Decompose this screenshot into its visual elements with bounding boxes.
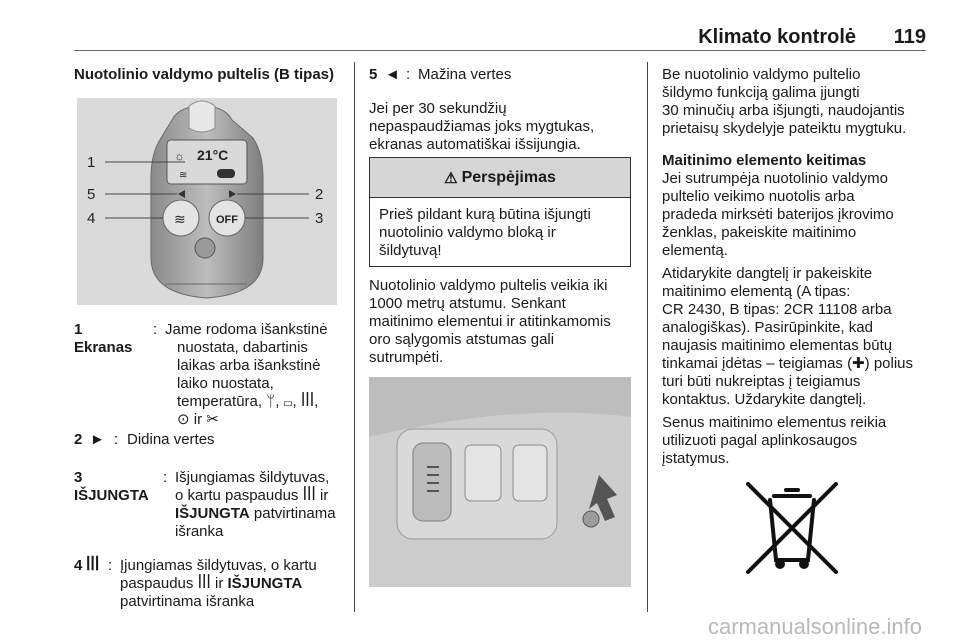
item-3-desc [175,469,353,541]
item-3-off-term: IŠJUNGTA [175,505,250,522]
paragraph-line: maitinimo elementą (A tipas: [662,283,851,300]
warning-title: Perspėjimas [461,168,556,186]
paragraph-line: tinkamai įdėtas – teigiamas (✚) polius [662,355,914,372]
paragraph-line: maitinimo elementui ir atitinkamomis [369,313,611,330]
crossed-bin-icon [740,476,844,580]
item-4-heater-icon: ꟾꟾꟾ [86,557,100,574]
paragraph-line: 30 minučių arba išjungti, naudojantis [662,102,905,119]
heater-switch-button [583,511,599,527]
callout-4: 4 [87,210,96,227]
section-heading-remote: Nuotolinio valdymo pultelis (B tipas) [74,66,335,83]
paragraph-line: analogiškas). Pasirūpinkite, kad [662,319,873,336]
item-1-colon: : [153,321,158,338]
battery-replace-heading: Maitinimo elemento keitimas [662,152,867,169]
remote-control-figure [77,98,337,305]
callout-1: 1 [87,154,96,171]
chapter-title: Klimato kontrolė [698,26,856,48]
item-1-desc-line: ⊙ ir ✂ [177,411,219,428]
battery-symptom-paragraph [662,170,928,260]
warning-triangle-icon: ⚠ [444,169,458,187]
dashboard-button-figure [369,377,631,587]
paragraph-line: 1000 metrų atstumu. Senkant [369,295,566,312]
column-divider-1 [354,62,355,612]
item-3-colon: : [163,469,168,486]
warning-body [370,198,630,268]
warning-line: nuotolinio valdymo bloką ir [379,224,556,241]
item-5-desc: Mažina vertes [418,66,512,83]
warning-box [369,157,631,267]
item-2-colon: : [114,431,119,448]
item-4-off-term: IŠJUNGTA [227,575,303,592]
battery-steps-paragraph [662,265,928,409]
off-button-label: OFF [216,214,238,226]
paragraph-line: prietaisų skydelyje pateiktu mygtuku. [662,120,907,137]
callout-2: 2 [315,186,324,203]
paragraph-line: oro sąlygomis atstumas gali [369,331,555,348]
paragraph-line: utilizuoti pagal aplinkosaugos [662,432,858,449]
paragraph-line: nepaspaudžiamas joks mygtukas, [369,118,595,135]
item-1-desc-line: temperatūra, ᛘ, ▭, ꟾꟾꟾ, [177,393,319,410]
paragraph-line: pultelio veikimo nuotolis arba [662,188,855,205]
paragraph-line: Jei sutrumpėja nuotolinio valdymo [662,170,888,187]
paragraph-line: naujasis maitinimo elementas būtų [662,337,893,354]
callout-3: 3 [315,210,324,227]
paragraph-line: šildymo funkciją galima įjungti [662,84,860,101]
range-paragraph [369,277,631,367]
heater-icon: ≋ [179,170,188,181]
warning-line: Prieš pildant kurą būtina išjungti [379,206,591,223]
header-rule [74,50,926,51]
dashboard-button-paragraph [662,66,928,138]
item-3-desc-text: patvirtinama [249,505,336,522]
item-1-desc [165,321,350,429]
paragraph-line: turi būti nukreiptas į teigiamus [662,373,861,390]
paragraph-line: Senus maitinimo elementus reikia [662,414,887,431]
item-2-arrow-icon: ► [90,431,105,448]
paragraph-line: Jei per 30 sekundžių [369,100,507,117]
paragraph-line: sutrumpėti. [369,349,444,366]
item-1-desc-line: nuostata, dabartinis [177,339,308,356]
item-5-arrow-icon: ◄ [385,66,400,83]
paragraph-line: Atidarykite dangtelį ir pakeiskite [662,265,873,282]
paragraph-line: ekranas automatiškai išsijungia. [369,136,581,153]
item-3-desc-line: išranka [175,523,224,540]
timeout-paragraph [369,100,631,154]
paragraph-line: ženklas, pakeiskite maitinimo [662,224,857,241]
paragraph-line: elementą. [662,242,728,259]
item-4-desc-line: Įjungiamas šildytuvas, o kartu [120,557,317,574]
item-1-desc-line: Jame rodoma išankstinė [165,321,328,338]
item-1-term: Ekranas [74,339,133,356]
paragraph-line: Nuotolinio valdymo pultelis veikia iki [369,277,608,294]
battery-icon [217,169,235,178]
display-readout: 21°C [197,147,229,163]
page-number: 119 [893,26,926,48]
paragraph-line: Be nuotolinio valdymo pultelio [662,66,861,83]
item-3-desc-line: o kartu paspaudus ꟾꟾꟾ ir [175,487,329,504]
item-1-desc-line: laiko nuostata, [177,375,274,392]
item-4-desc-line: patvirtinama išranka [120,593,255,610]
paragraph-line: kontaktus. Uždarykite dangtelį. [662,391,867,408]
item-4-colon: : [108,557,113,574]
disposal-paragraph [662,414,928,468]
heater-button-icon: ≋ [174,211,186,227]
item-3-number: 3 [74,469,83,486]
paragraph-line: pradeda mirksėti baterijos įkrovimo [662,206,894,223]
item-1-number: 1 [74,321,83,338]
watermark: carmanualsonline.info [707,614,922,639]
item-4-number: 4 [74,557,83,574]
warning-header [370,158,630,198]
warning-line: šildytuvą! [379,242,442,259]
paragraph-line: CR 2430, B tipas: 2CR 11108 arba [662,301,892,318]
item-1-desc-line: laikas arba išankstinė [177,357,321,374]
item-2-number: 2 [74,431,83,448]
item-3-term: IŠJUNGTA [74,487,149,504]
paragraph-line: įstatymus. [662,450,730,467]
item-5-number: 5 [369,66,378,83]
item-3-desc-line: Išjungiamas šildytuvas, [175,469,330,486]
item-5-colon: : [406,66,411,83]
item-4-desc-line [120,575,352,593]
callout-5: 5 [87,186,96,203]
item-3-desc-line [175,505,353,523]
item-4-desc-text: paspaudus ꟾꟾꟾ ir [120,575,228,592]
column-divider-2 [647,62,648,612]
item-2-desc: Didina vertes [127,431,215,448]
item-4-desc [120,557,352,611]
fan-icon: ☼ [174,149,185,163]
